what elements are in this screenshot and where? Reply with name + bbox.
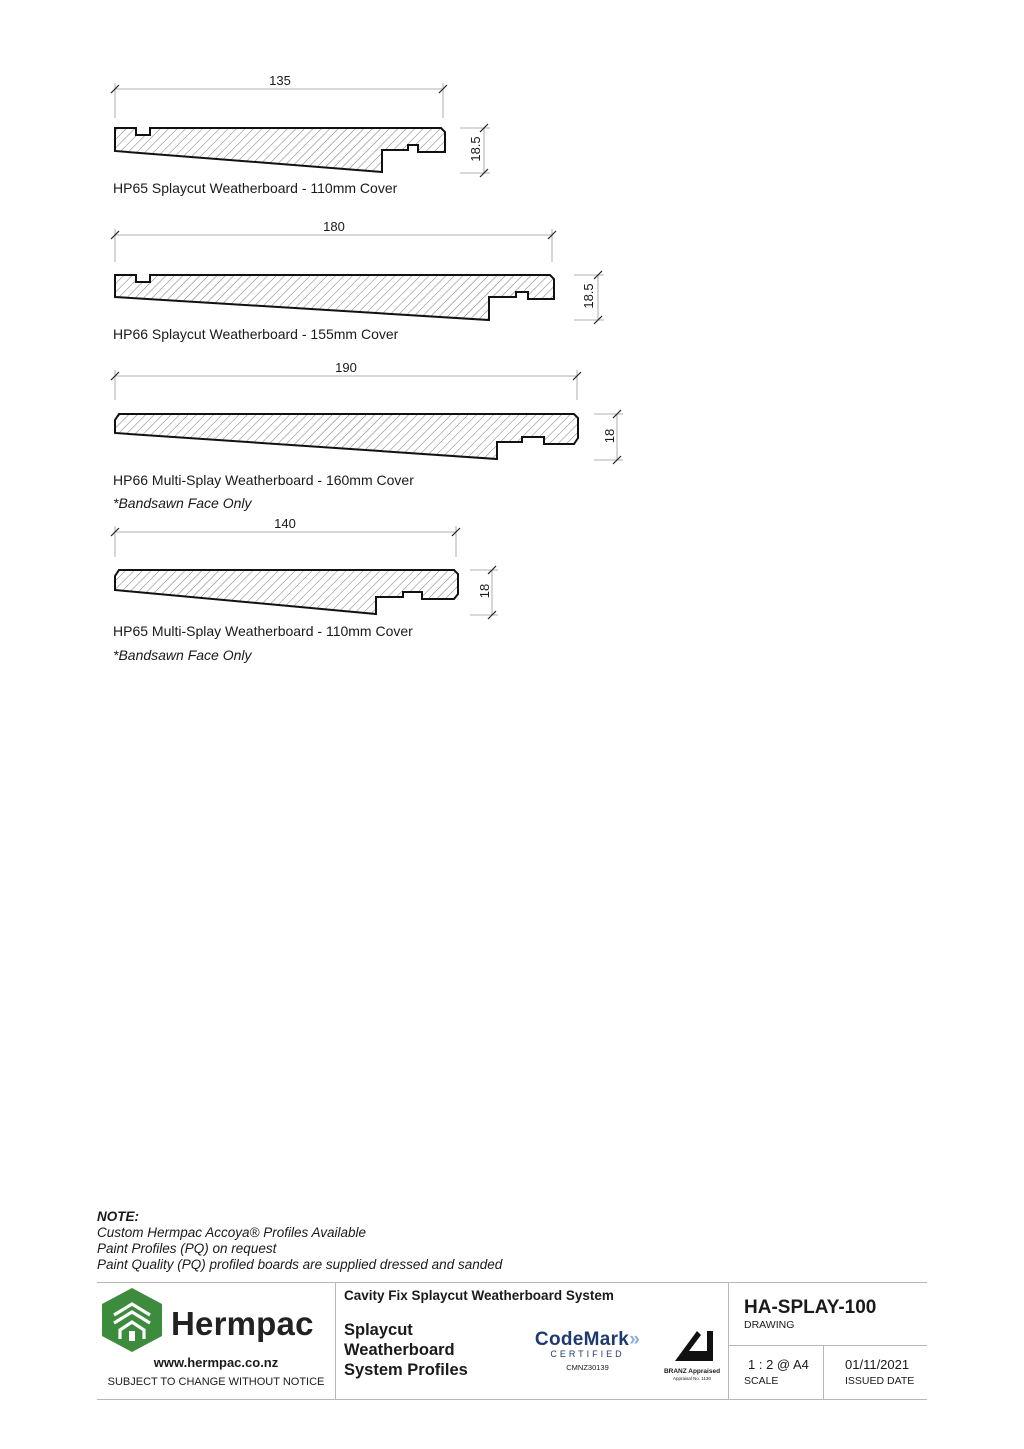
issued-date: 01/11/2021	[845, 1357, 910, 1372]
profile-3-width: 190	[335, 360, 357, 375]
website-link[interactable]: www.hermpac.co.nz	[153, 1355, 279, 1370]
profile-1-caption: HP65 Splaycut Weatherboard - 110mm Cover	[113, 180, 398, 196]
drawing-label: DRAWING	[744, 1319, 795, 1331]
title-block	[97, 1282, 927, 1400]
profile-2-width: 180	[323, 219, 345, 234]
title-line-2: Weatherboard	[344, 1341, 455, 1359]
profile-1-width: 135	[269, 73, 291, 88]
drawing-title	[344, 1320, 468, 1380]
profile-4-caption: HP65 Multi-Splay Weatherboard - 110mm Cover	[113, 623, 413, 639]
profile-4-subnote: *Bandsawn Face Only	[113, 647, 252, 663]
scale-label: SCALE	[744, 1375, 779, 1387]
codemark-sub: CERTIFIED	[550, 1349, 625, 1359]
profile-1-height: 18.5	[468, 136, 483, 162]
profile-2-height: 18.5	[581, 283, 596, 309]
codemark-number: CMNZ30139	[566, 1363, 609, 1372]
title-line-1: Splaycut	[344, 1321, 413, 1339]
branz-logo-icon	[669, 1327, 715, 1367]
note-title: NOTE:	[97, 1209, 139, 1224]
profile-2-caption: HP66 Splaycut Weatherboard - 155mm Cover	[113, 326, 399, 342]
profile-3-height: 18	[602, 428, 617, 444]
scale-value: 1 : 2 @ A4	[748, 1357, 809, 1372]
brand-name: Hermpac	[171, 1305, 314, 1342]
profile-4-height: 18	[477, 583, 492, 599]
system-name: Cavity Fix Splaycut Weatherboard System	[344, 1288, 614, 1303]
branz-number: Appraisal No. 1130	[673, 1376, 711, 1381]
drawing-number: HA-SPLAY-100	[744, 1297, 877, 1318]
chevron-right-icon: »	[629, 1329, 641, 1350]
notes-block	[97, 1209, 502, 1273]
profile-hp66-splaycut	[111, 229, 604, 324]
note-line-2: Paint Profiles (PQ) on request	[97, 1241, 277, 1256]
codemark-badge	[525, 1329, 650, 1372]
hermpac-logo-icon	[100, 1287, 164, 1353]
profile-hp65-splaycut	[111, 83, 490, 177]
note-line-3: Paint Quality (PQ) profiled boards are supplied dressed and sanded	[97, 1257, 503, 1272]
profile-3-subnote: *Bandsawn Face Only	[113, 495, 252, 511]
profile-hp66-multisplay	[111, 370, 623, 464]
issued-label: ISSUED DATE	[845, 1375, 915, 1387]
title-line-3: System Profiles	[344, 1361, 468, 1379]
profile-drawings	[0, 0, 1024, 700]
profile-3-caption: HP66 Multi-Splay Weatherboard - 160mm Cover	[113, 472, 414, 488]
profile-hp65-multisplay	[111, 526, 498, 619]
branz-label: BRANZ Appraised	[663, 1368, 721, 1375]
disclaimer: SUBJECT TO CHANGE WITHOUT NOTICE	[107, 1376, 325, 1388]
note-line-1: Custom Hermpac Accoya® Profiles Available	[97, 1225, 367, 1240]
codemark-name: CodeMark	[534, 1329, 630, 1350]
profile-4-width: 140	[274, 516, 296, 531]
